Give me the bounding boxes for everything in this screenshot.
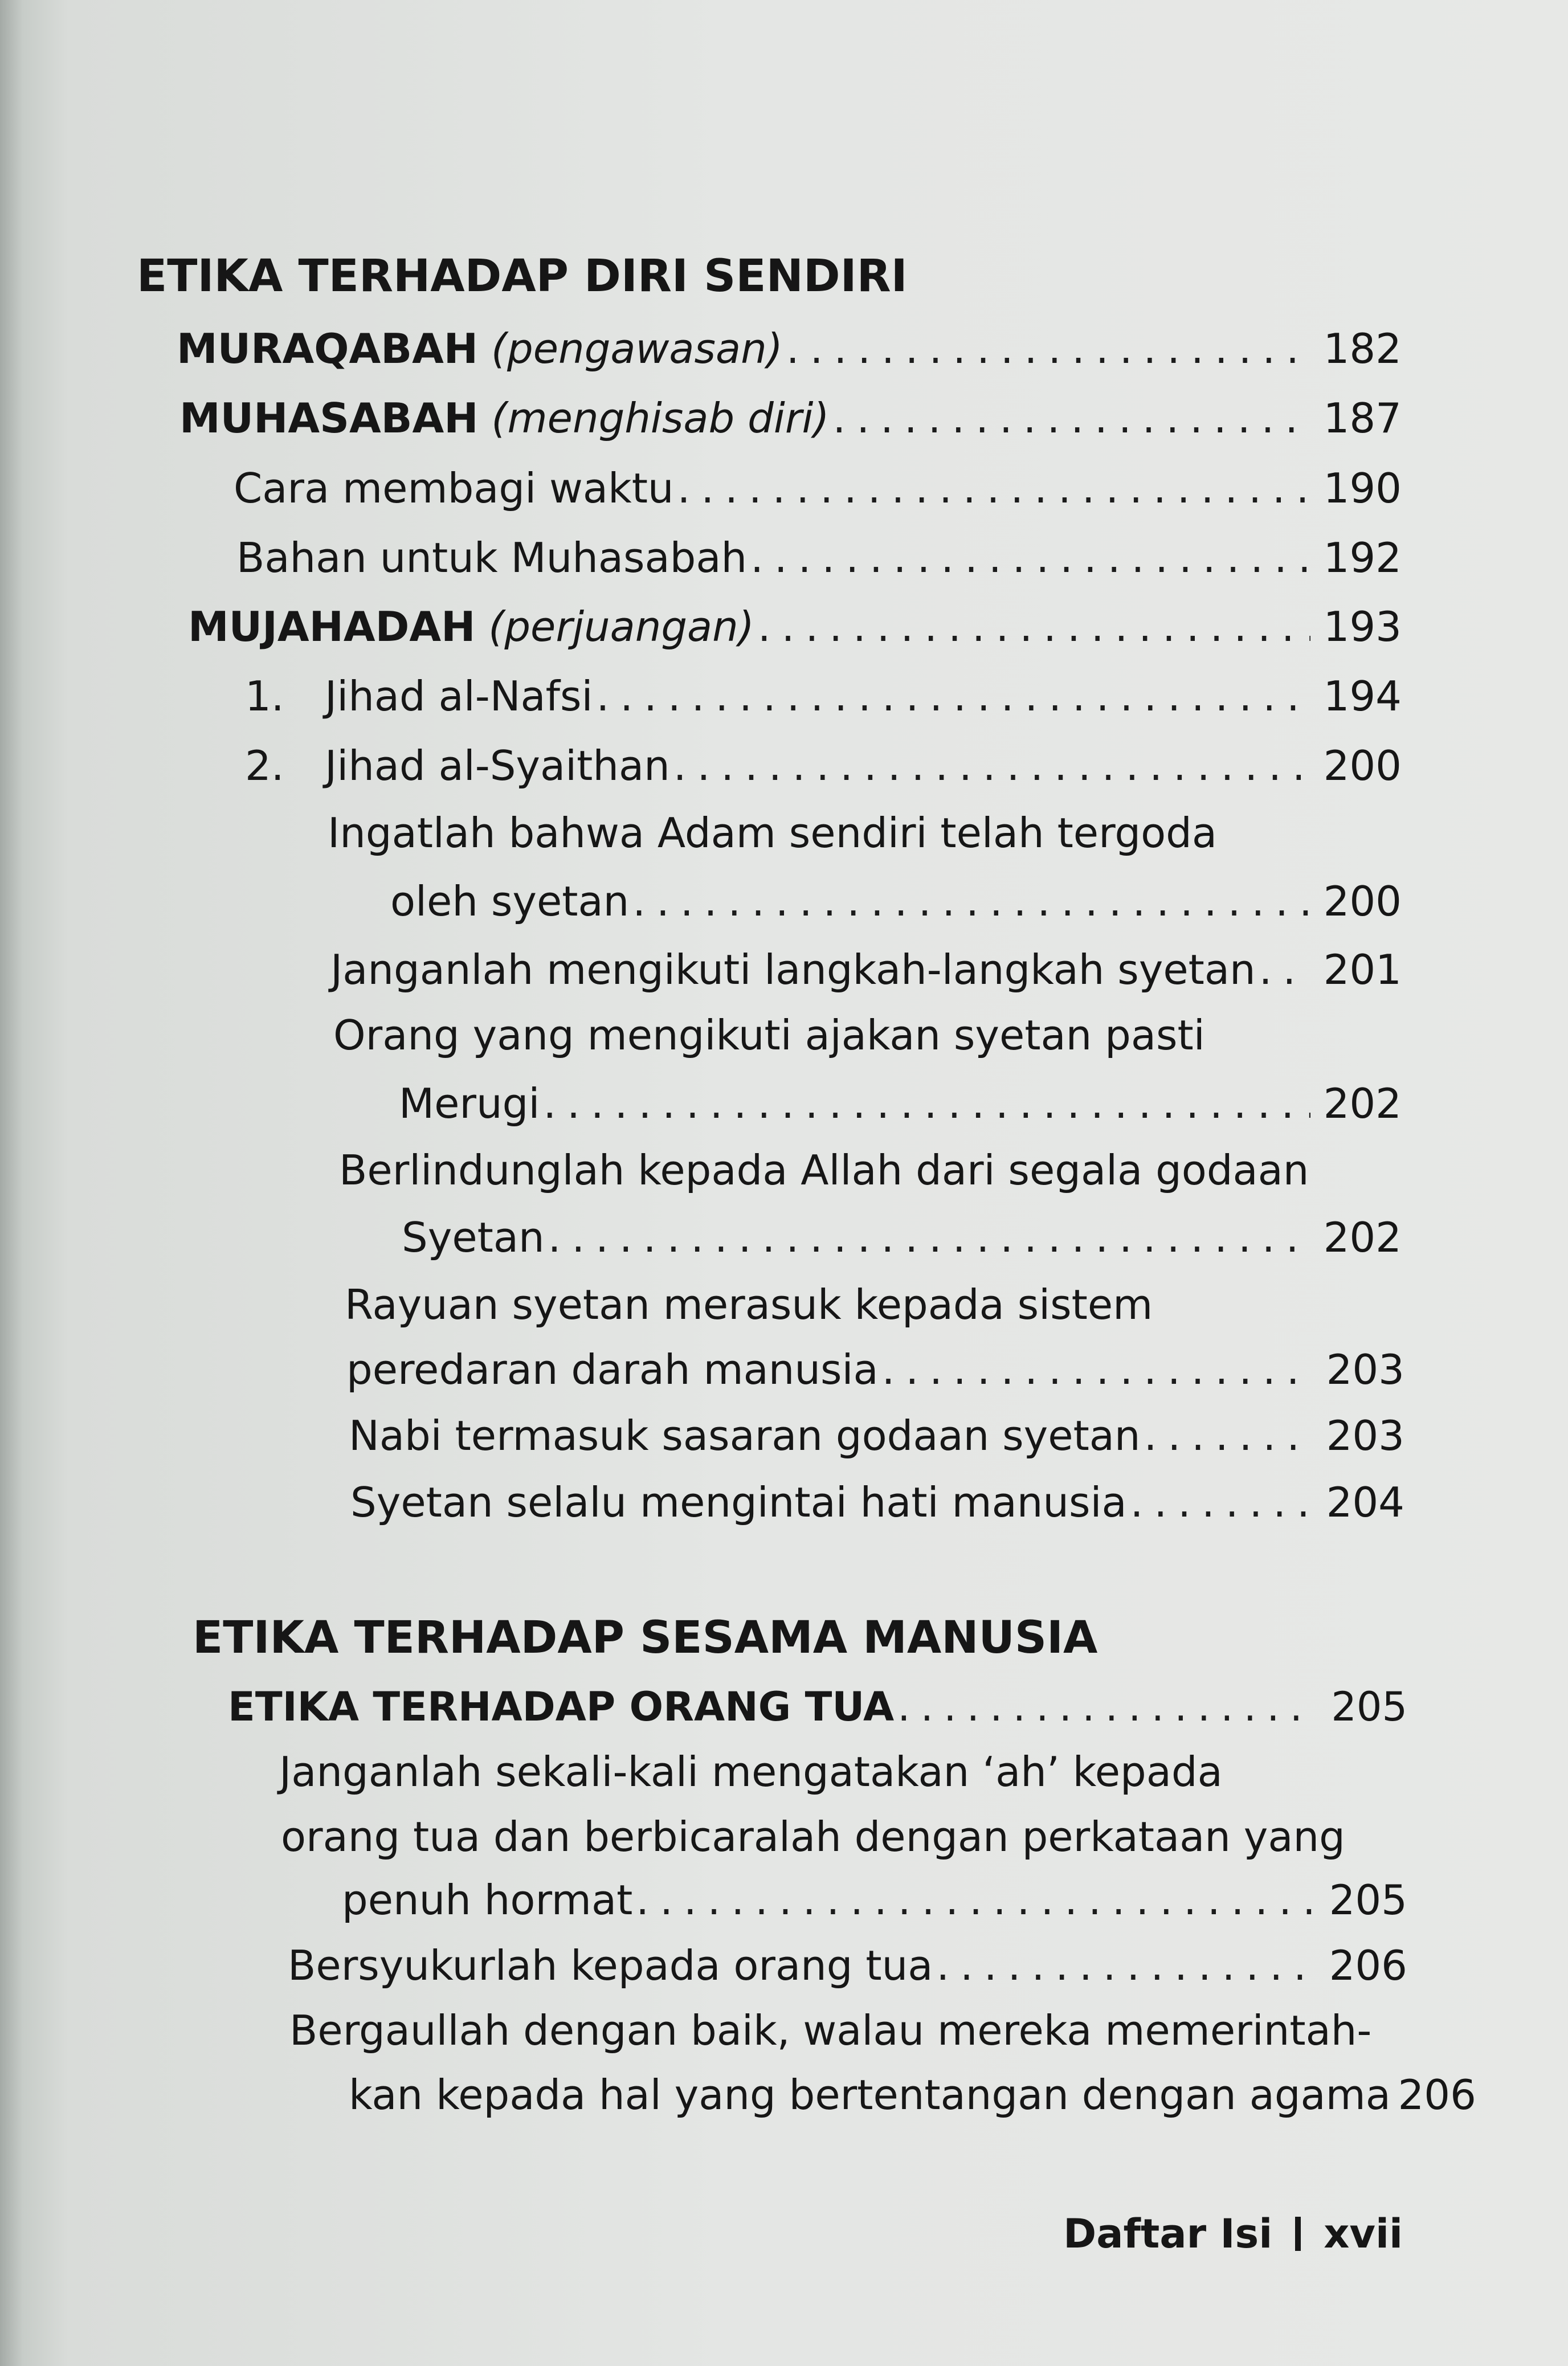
entry-title: MUJAHADAH bbox=[188, 603, 476, 651]
entry-title: oleh syetan bbox=[390, 877, 630, 925]
page-number: 192 bbox=[1323, 534, 1402, 582]
entry-title: ETIKA TERHADAP ORANG TUA bbox=[228, 1683, 895, 1730]
leader-dots bbox=[1259, 946, 1310, 994]
toc-entry-syetan-selalu[interactable] bbox=[350, 1478, 1404, 1526]
entry-title: MURAQABAH bbox=[177, 325, 479, 373]
toc-entry-berlindunglah-line2[interactable] bbox=[402, 1213, 1402, 1261]
leader-dots bbox=[632, 877, 1310, 925]
toc-entry-cara-membagi-waktu[interactable] bbox=[234, 464, 1402, 512]
entry-title: Cara membagi waktu bbox=[234, 464, 674, 512]
entry-title: penuh hormat bbox=[342, 1876, 633, 1924]
page-number: 193 bbox=[1323, 603, 1402, 651]
toc-entry-bergaullah-line2[interactable] bbox=[349, 2071, 1476, 2119]
toc-entry-bahan-muhasabah[interactable] bbox=[236, 534, 1402, 582]
leader-dots bbox=[1144, 1412, 1313, 1460]
entry-subtitle: (pengawasan) bbox=[491, 325, 783, 373]
entry-title: Jihad al-Syaithan bbox=[325, 742, 670, 790]
entry-number: 1. bbox=[245, 672, 284, 720]
entry-title: Bersyukurlah kepada orang tua bbox=[288, 1942, 933, 1989]
toc-entry-orang-line2[interactable] bbox=[399, 1080, 1402, 1127]
leader-dots bbox=[882, 1346, 1313, 1394]
page-number: 202 bbox=[1323, 1213, 1402, 1261]
toc-entry-jihad-al-nafsi[interactable] bbox=[245, 672, 1402, 720]
toc-entry-bergaullah-line1[interactable]: Bergaullah dengan baik, walau mereka memerintah- bbox=[289, 2007, 1372, 2054]
page-number: 206 bbox=[1329, 1942, 1407, 1989]
toc-entry-bersyukurlah[interactable] bbox=[288, 1942, 1407, 1989]
leader-dots bbox=[677, 464, 1310, 512]
leader-dots bbox=[548, 1213, 1310, 1261]
toc-entry-muhasabah[interactable] bbox=[179, 394, 1402, 442]
toc-entry-janganlah-ah-line2[interactable]: orang tua dan berbicaralah dengan perkataan yang bbox=[281, 1813, 1345, 1861]
leader-dots bbox=[786, 325, 1310, 373]
toc-entry-rayuan-line2[interactable] bbox=[346, 1346, 1404, 1394]
entry-subtitle: (perjuangan) bbox=[488, 603, 754, 651]
leader-dots bbox=[597, 672, 1310, 720]
entry-title: Syetan bbox=[402, 1213, 545, 1261]
toc-entry-jihad-al-syaithan[interactable] bbox=[245, 742, 1402, 790]
entry-title: kan kepada hal yang bertentangan dengan agama bbox=[349, 2071, 1391, 2119]
page-number: 205 bbox=[1329, 1876, 1407, 1924]
toc-entry-janganlah-ah-line1[interactable]: Janganlah sekali-kali mengatakan ‘ah’ kepada bbox=[279, 1748, 1223, 1796]
page-number: 202 bbox=[1323, 1080, 1402, 1127]
entry-title: Syetan selalu mengintai hati manusia bbox=[350, 1478, 1127, 1526]
page-number: 205 bbox=[1331, 1683, 1407, 1730]
toc-entry-orang-line1[interactable]: Orang yang mengikuti ajakan syetan pasti bbox=[333, 1011, 1205, 1059]
entry-title: Bahan untuk Muhasabah bbox=[236, 534, 748, 582]
toc-entry-ingatlah-line1[interactable]: Ingatlah bahwa Adam sendiri telah tergoda bbox=[328, 809, 1218, 857]
page-number: 190 bbox=[1323, 464, 1402, 512]
page-footer bbox=[1063, 2210, 1403, 2257]
toc-entry-janganlah-mengikuti[interactable] bbox=[330, 946, 1402, 994]
entry-subtitle: (menghisab diri) bbox=[491, 394, 830, 442]
leader-dots bbox=[1130, 1478, 1313, 1526]
page-number: 194 bbox=[1323, 672, 1402, 720]
footer-page-number: xvii bbox=[1324, 2210, 1403, 2257]
page-number: 201 bbox=[1323, 946, 1402, 994]
section-heading-diri-sendiri: ETIKA TERHADAP DIRI SENDIRI bbox=[137, 251, 908, 302]
footer-divider bbox=[1295, 2217, 1301, 2251]
leader-dots bbox=[758, 603, 1310, 651]
toc-entry-mujahadah[interactable] bbox=[188, 603, 1402, 651]
toc-entry-rayuan-line1[interactable]: Rayuan syetan merasuk kepada sistem bbox=[345, 1281, 1153, 1329]
page-number: 182 bbox=[1323, 325, 1402, 373]
entry-title: peredaran darah manusia bbox=[346, 1346, 879, 1394]
leader-dots bbox=[636, 1876, 1316, 1924]
leader-dots bbox=[673, 742, 1310, 790]
page-number: 187 bbox=[1323, 394, 1402, 442]
entry-number: 2. bbox=[245, 742, 284, 790]
page-number: 200 bbox=[1323, 877, 1402, 925]
leader-dots bbox=[897, 1683, 1316, 1730]
entry-title: Nabi termasuk sasaran godaan syetan bbox=[349, 1412, 1141, 1460]
toc-entry-nabi-termasuk[interactable] bbox=[349, 1412, 1404, 1460]
entry-title: MUHASABAH bbox=[179, 394, 479, 442]
entry-title: Janganlah mengikuti langkah-langkah syetan bbox=[330, 946, 1256, 994]
leader-dots bbox=[543, 1080, 1310, 1127]
toc-entry-ingatlah-line2[interactable] bbox=[390, 877, 1402, 925]
leader-dots bbox=[750, 534, 1310, 582]
entry-title: Merugi bbox=[399, 1080, 540, 1127]
toc-entry-berlindunglah-line1[interactable]: Berlindunglah kepada Allah dari segala godaan bbox=[339, 1146, 1309, 1194]
leader-dots bbox=[833, 394, 1310, 442]
page-number: 206 bbox=[1398, 2071, 1476, 2119]
toc-entry-janganlah-ah-line3[interactable] bbox=[342, 1876, 1407, 1924]
page-number: 203 bbox=[1326, 1412, 1404, 1460]
footer-label: Daftar Isi bbox=[1063, 2210, 1273, 2257]
page-number: 200 bbox=[1323, 742, 1402, 790]
page-number: 204 bbox=[1326, 1478, 1404, 1526]
toc-entry-muraqabah[interactable] bbox=[177, 325, 1402, 373]
page-number: 203 bbox=[1326, 1346, 1404, 1394]
toc-entry-orang-tua[interactable] bbox=[228, 1683, 1407, 1730]
leader-dots bbox=[936, 1942, 1316, 1989]
entry-title: Jihad al-Nafsi bbox=[325, 672, 593, 720]
section-heading-sesama-manusia: ETIKA TERHADAP SESAMA MANUSIA bbox=[193, 1612, 1098, 1664]
